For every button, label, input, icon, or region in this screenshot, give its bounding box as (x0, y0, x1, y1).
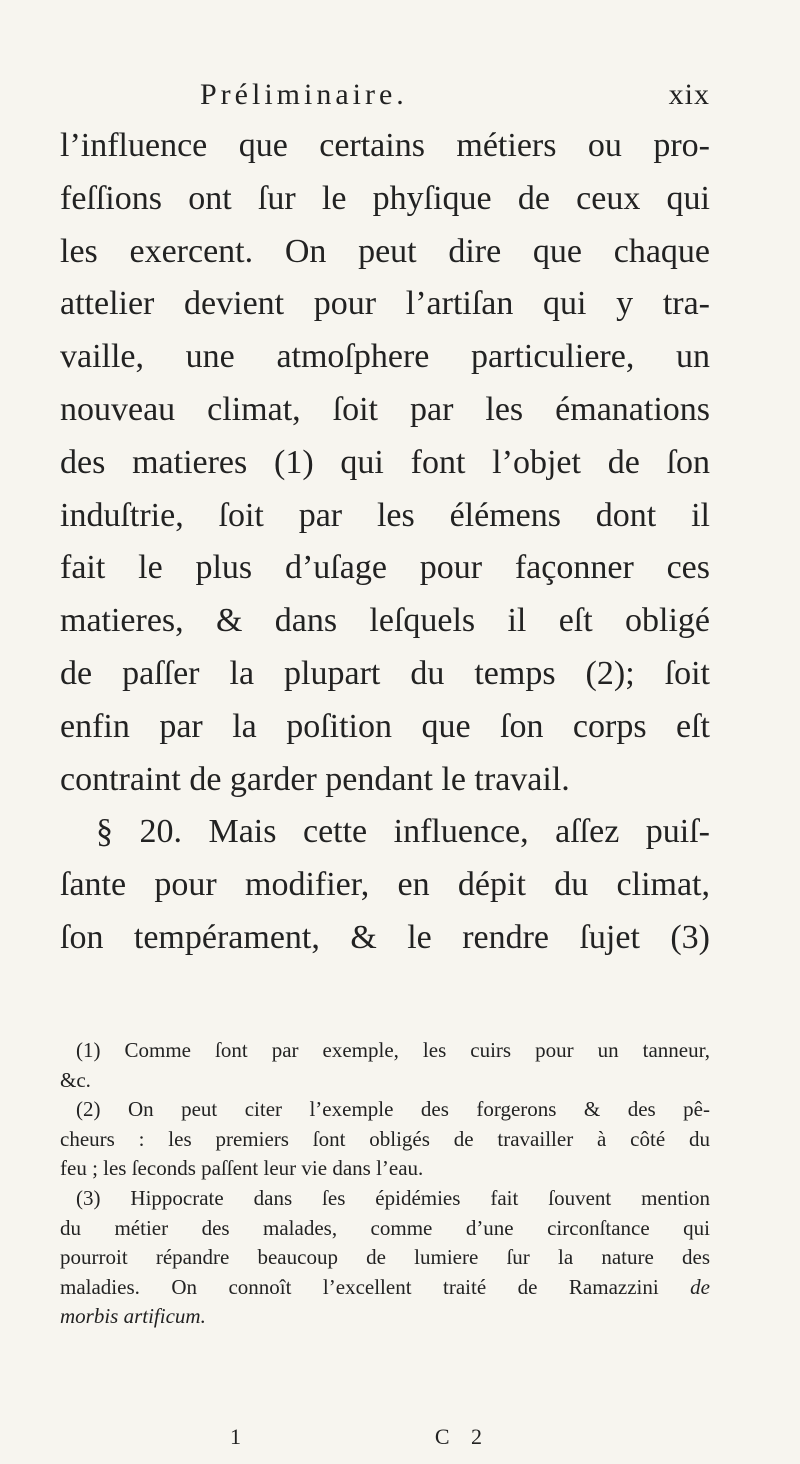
text-line: nouveau climat, ſoit par les émanations (60, 390, 710, 428)
footnote-3-cont: pourroit répandre beaucoup de lumiere ſur la nature des (60, 1245, 710, 1270)
footnote-1: (1) Comme ſont par exemple, les cuirs pour un tanneur, (76, 1038, 710, 1062)
footnote-3-cont (60, 1273, 710, 1303)
running-head (200, 78, 710, 118)
text-line: les exercent. On peut dire que chaque (60, 232, 710, 270)
footnote-2: (2) On peut citer l’exemple des forgerons & des pê- (76, 1097, 710, 1122)
signature-mark (230, 1424, 490, 1454)
footnote-2-cont: cheurs : les premiers ſont obligés de travailler à côté du (60, 1126, 710, 1151)
footnotes (60, 1036, 710, 1332)
footnote-1-cont: &c. (60, 1067, 91, 1092)
footnote-3-title-start: de (690, 1274, 710, 1299)
text-line: matieres, & dans leſquels il eſt obligé (60, 602, 710, 640)
text-line: contraint de garder pendant le travail. (60, 760, 570, 798)
text-line: ſon tempérament, & le rendre ſujet (3) (60, 918, 710, 956)
text-line: vaille, une atmoſphere particuliere, un (60, 338, 710, 376)
signature-left: 1 (230, 1424, 241, 1449)
text-line: fait le plus d’uſage pour façonner ces (60, 549, 710, 587)
text-line: feſſions ont ſur le phyſique de ceux qui (60, 179, 710, 217)
footnote-3-title: morbis artificum. (60, 1304, 206, 1329)
text-line: l’influence que certains métiers ou pro- (60, 127, 710, 164)
footnote-3-cont: du métier des malades, comme d’une circonſtance qui (60, 1215, 710, 1240)
running-title: Préliminaire. (200, 78, 408, 111)
section-paragraph-start: § 20. Mais cette influence, aſſez puiſ- (96, 813, 710, 851)
footnote-3-text: maladies. On connoît l’excellent traité de Ramazzini (60, 1274, 659, 1299)
text-line: enfin par la poſition que ſon corps eſt (60, 707, 710, 745)
text-line: de paſſer la plupart du temps (2); ſoit (60, 654, 710, 692)
text-line: attelier devient pour l’artiſan qui y tra- (60, 285, 710, 323)
page-number: xix (668, 78, 710, 111)
footnote-3: (3) Hippocrate dans ſes épidémies fait ſouvent mention (76, 1185, 710, 1210)
signature-right: C 2 (434, 1424, 490, 1449)
text-line: ſante pour modifier, en dépit du climat, (60, 866, 710, 904)
main-text (60, 120, 710, 965)
text-line: des matieres (1) qui font l’objet de ſon (60, 443, 710, 481)
footnote-2-cont: feu ; les ſeconds paſſent leur vie dans l’eau. (60, 1156, 424, 1181)
text-line: induſtrie, ſoit par les élémens dont il (60, 496, 710, 534)
